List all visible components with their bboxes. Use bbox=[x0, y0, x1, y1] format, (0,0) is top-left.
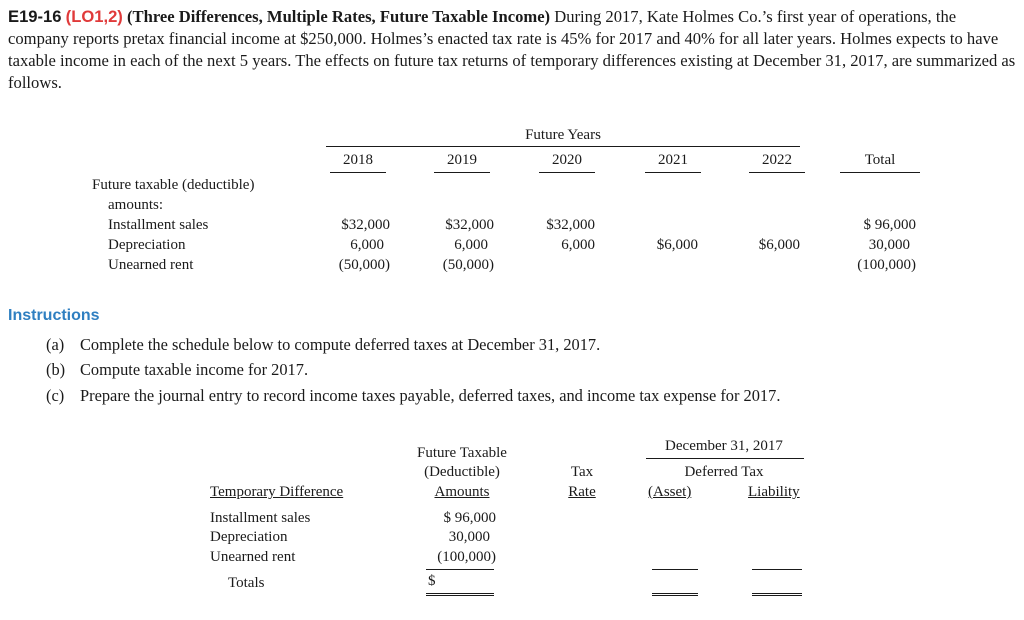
table-top-rule bbox=[326, 146, 800, 147]
schedule-row-label: Unearned rent bbox=[210, 549, 296, 565]
exercise-code: E19-16 bbox=[8, 7, 62, 26]
col-rule bbox=[749, 172, 805, 173]
col-rule bbox=[330, 172, 386, 173]
cell: 30,000 bbox=[868, 237, 910, 253]
col-rule bbox=[539, 172, 595, 173]
totals-amount: $ bbox=[428, 573, 436, 589]
fta-header: Amounts bbox=[434, 484, 490, 500]
cell: $6,000 bbox=[758, 237, 800, 253]
amount-total-double-rule bbox=[426, 593, 494, 596]
instruction-text: Compute taxable income for 2017. bbox=[80, 360, 309, 379]
future-years-header: Future Years bbox=[525, 127, 601, 143]
asset-header: (Asset) bbox=[648, 484, 692, 500]
instruction-text: Prepare the journal entry to record income taxes payable, deferred taxes, and income tax expense for 2017. bbox=[80, 386, 781, 405]
asset-total-double-rule[interactable] bbox=[652, 593, 698, 596]
instructions-heading: Instructions bbox=[8, 307, 100, 324]
temporary-difference-header: Temporary Difference bbox=[210, 484, 344, 500]
col-header-total: Total bbox=[864, 152, 896, 168]
cell: $6,000 bbox=[656, 237, 698, 253]
exercise-text: During 2017, Kate Holmes Co.’s first year of operations, the company reports pretax financial income at $250,000. Holmes’s enacted tax rate is 45% for 2017 and 40% for all later years. Holmes expects to have taxable income in each of the next 5 years. The effects on future tax returns of temporary differences existing at December 31, 2017, are summarized as follows. bbox=[8, 7, 1016, 92]
liability-header: Liability bbox=[748, 484, 800, 500]
liability-total-double-rule[interactable] bbox=[752, 593, 802, 596]
row-label-installment: Installment sales bbox=[108, 217, 209, 233]
section-label: amounts: bbox=[108, 197, 163, 213]
schedule-amount: (100,000) bbox=[437, 549, 496, 565]
cell: $32,000 bbox=[445, 217, 494, 233]
problem-statement bbox=[8, 6, 1016, 94]
schedule-row-label: Installment sales bbox=[210, 510, 311, 526]
rate-header: Tax bbox=[570, 464, 594, 480]
instruction-marker: (a) bbox=[46, 335, 65, 354]
col-rule bbox=[840, 172, 920, 173]
schedule-row-label: Depreciation bbox=[210, 529, 288, 545]
col-header-2020: 2020 bbox=[552, 152, 582, 168]
col-header-2021: 2021 bbox=[658, 152, 688, 168]
cell: 6,000 bbox=[454, 237, 488, 253]
deferred-tax-header: Deferred Tax bbox=[684, 464, 764, 480]
fta-header: (Deductible) bbox=[424, 464, 500, 480]
cell: 6,000 bbox=[561, 237, 595, 253]
schedule-amount: 30,000 bbox=[448, 529, 490, 545]
section-label: Future taxable (deductible) bbox=[92, 177, 255, 193]
col-rule bbox=[434, 172, 490, 173]
cell: (50,000) bbox=[338, 257, 390, 273]
date-header-rule bbox=[646, 458, 804, 459]
amount-subtotal-rule bbox=[426, 569, 494, 570]
col-rule bbox=[645, 172, 701, 173]
cell: 6,000 bbox=[350, 237, 384, 253]
fta-header: Future Taxable bbox=[417, 445, 507, 461]
cell: (50,000) bbox=[442, 257, 494, 273]
cell: $32,000 bbox=[341, 217, 390, 233]
liability-answer-line[interactable] bbox=[752, 569, 802, 570]
schedule-amount: $ 96,000 bbox=[443, 510, 496, 526]
col-header-2019: 2019 bbox=[447, 152, 477, 168]
cell: $ 96,000 bbox=[863, 217, 916, 233]
rate-header: Rate bbox=[568, 484, 596, 500]
row-label-unearned: Unearned rent bbox=[108, 257, 194, 273]
asset-answer-line[interactable] bbox=[652, 569, 698, 570]
learning-objectives: (LO1,2) bbox=[65, 7, 123, 26]
instruction-marker: (b) bbox=[46, 360, 66, 379]
row-label-depreciation: Depreciation bbox=[108, 237, 186, 253]
schedule-date-header: December 31, 2017 bbox=[665, 438, 783, 454]
col-header-2018: 2018 bbox=[343, 152, 373, 168]
instruction-marker: (c) bbox=[46, 386, 65, 405]
instruction-text: Complete the schedule below to compute deferred taxes at December 31, 2017. bbox=[80, 335, 601, 354]
totals-label: Totals bbox=[228, 575, 265, 591]
col-header-2022: 2022 bbox=[762, 152, 792, 168]
cell: (100,000) bbox=[857, 257, 916, 273]
exercise-title: (Three Differences, Multiple Rates, Future Taxable Income) bbox=[127, 7, 551, 26]
cell: $32,000 bbox=[546, 217, 595, 233]
